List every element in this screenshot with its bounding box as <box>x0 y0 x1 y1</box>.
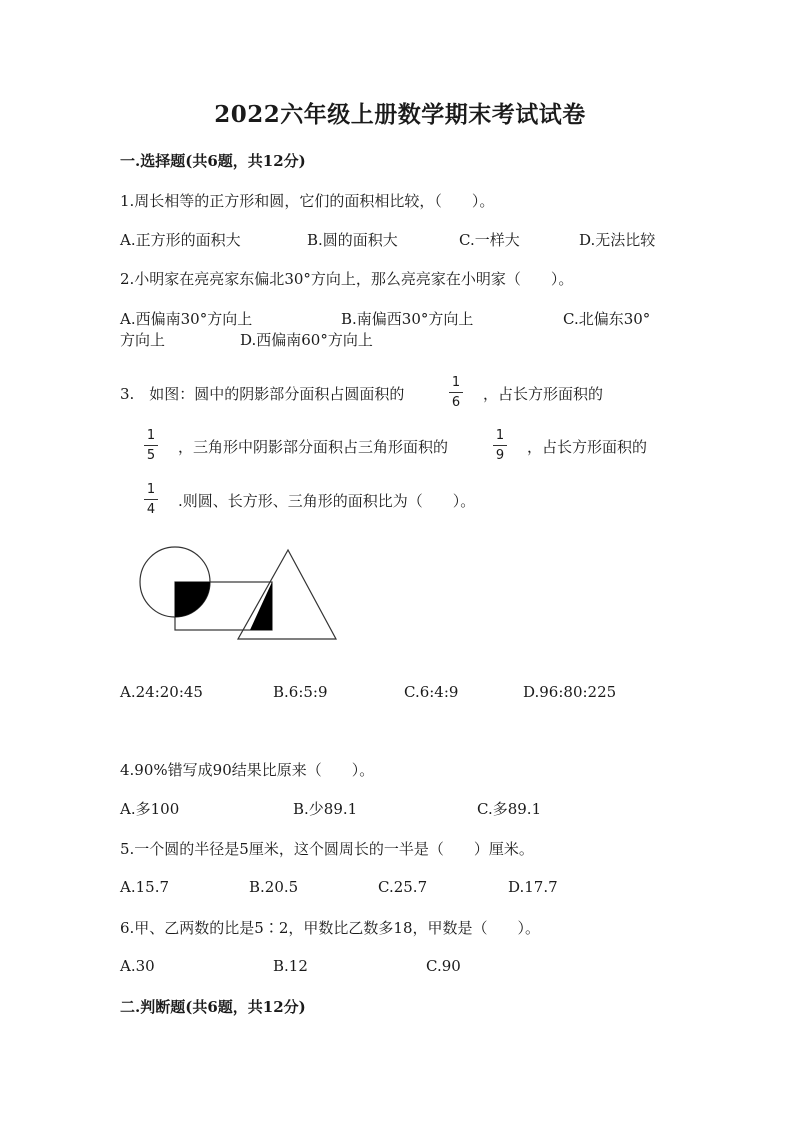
q3-option-c: C.6:4:9 <box>404 683 459 701</box>
q5-option-a: A.15.7 <box>120 878 169 896</box>
question-4-text: 4.90%错写成90结果比原来（ ）。 <box>120 761 375 779</box>
question-1-text: 1.周长相等的正方形和圆，它们的面积相比较，（ ）。 <box>120 192 495 210</box>
q6-option-c: C.90 <box>426 957 461 975</box>
fraction-one-ninth: 1 9 <box>491 429 509 462</box>
question-5-text: 5.一个圆的半径是5厘米，这个圆周长的一半是（ ）厘米。 <box>120 840 534 858</box>
question-3-line-2a: ，三角形中阴影部分面积占三角形面积的 <box>178 438 449 456</box>
question-3-line-1a: 3. 如图：圆中的阴影部分面积占圆面积的 <box>120 385 405 403</box>
q5-option-c: C.25.7 <box>378 878 428 896</box>
question-3-line-3: .则圆、长方形、三角形的面积比为（ ）。 <box>178 492 476 510</box>
circle-shaded-quarter <box>175 582 210 617</box>
q5-option-d: D.17.7 <box>508 878 558 896</box>
question-6-text: 6.甲、乙两数的比是5∶2，甲数比乙数多18，甲数是（ ）。 <box>120 919 540 937</box>
q2-option-d: D.西偏南60°方向上 <box>240 331 373 349</box>
question-3-line-1b: ，占长方形面积的 <box>483 385 604 403</box>
q1-option-c: C.一样大 <box>459 231 520 249</box>
section-heading-judgement: 二.判断题(共6题，共12分) <box>120 998 306 1016</box>
q2-option-c: C.北偏东30° <box>563 310 651 328</box>
q4-option-a: A.多100 <box>120 800 180 818</box>
q3-option-a: A.24:20:45 <box>120 683 203 701</box>
q1-option-d: D.无法比较 <box>579 231 656 249</box>
q4-option-b: B.少89.1 <box>293 800 358 818</box>
q5-option-b: B.20.5 <box>249 878 299 896</box>
fraction-one-sixth: 1 6 <box>447 376 465 409</box>
geometry-figure <box>134 543 344 645</box>
q3-option-d: D.96:80:225 <box>523 683 617 701</box>
q6-option-b: B.12 <box>273 957 308 975</box>
q2-option-b: B.南偏西30°方向上 <box>341 310 474 328</box>
q2-option-c-continued: 方向上 <box>120 331 166 349</box>
fraction-one-quarter: 1 4 <box>142 483 160 516</box>
section-heading-choice: 一.选择题(共6题，共12分) <box>120 152 306 170</box>
q2-option-a: A.西偏南30°方向上 <box>120 310 253 328</box>
q6-option-a: A.30 <box>120 957 155 975</box>
exam-title: 2022六年级上册数学期末考试试卷 <box>214 101 586 128</box>
fraction-one-fifth: 1 5 <box>142 429 160 462</box>
q4-option-c: C.多89.1 <box>477 800 542 818</box>
question-3-line-2b: ，占长方形面积的 <box>527 438 648 456</box>
triangle-shaded-part <box>250 582 272 630</box>
q1-option-a: A.正方形的面积大 <box>120 231 241 249</box>
q1-option-b: B.圆的面积大 <box>307 231 398 249</box>
question-2-text: 2.小明家在亮亮家东偏北30°方向上，那么亮亮家在小明家（ ）。 <box>120 270 574 288</box>
q3-option-b: B.6:5:9 <box>273 683 328 701</box>
